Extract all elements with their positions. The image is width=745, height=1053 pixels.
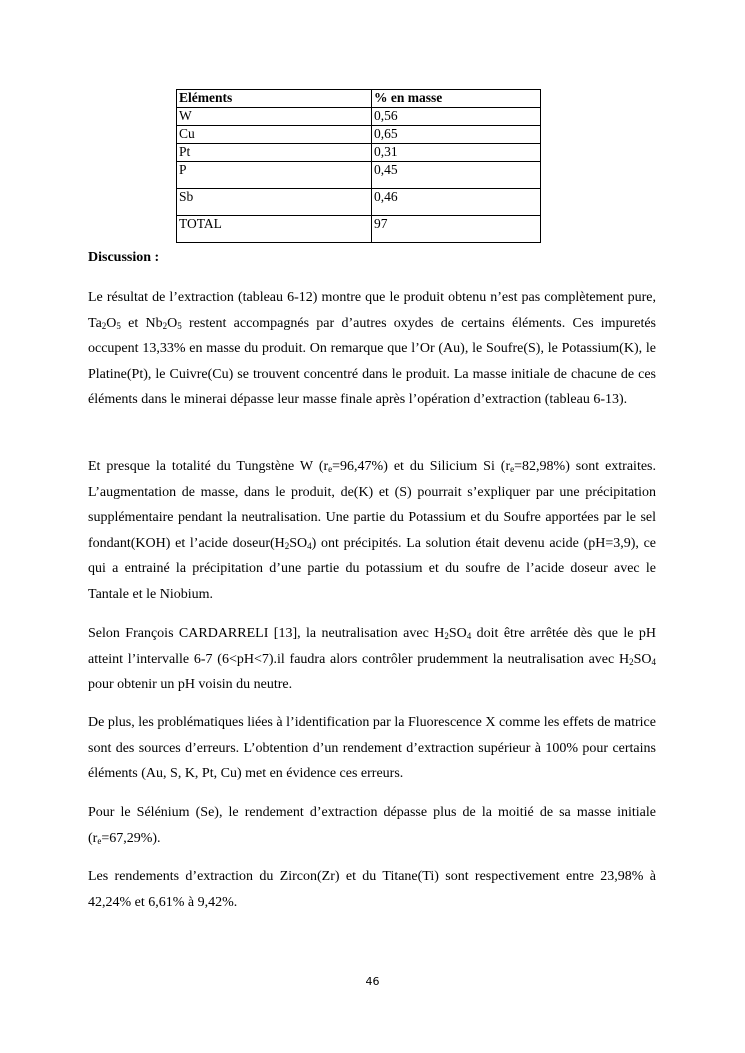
subscript: e (97, 835, 102, 846)
total-label-cell: TOTAL (177, 216, 372, 243)
text-run: doit être arrêtée dès que le pH atteint l’intervalle 6-7 (6<pH<7).il faudra alors contrôler prudemment la neutralisation avec H (88, 626, 657, 667)
paragraph-4 (88, 710, 656, 787)
subscript: 5 (116, 320, 121, 331)
paragraph-2 (88, 454, 656, 608)
subscript: 4 (466, 631, 472, 641)
mass-cell: 0,45 (372, 162, 541, 189)
paragraph-6 (88, 864, 656, 915)
subscript: 5 (177, 320, 182, 331)
subscript: e (328, 464, 333, 474)
column-header-elements: Eléments (177, 90, 372, 108)
text-run: =67,29%). (101, 830, 161, 846)
mass-cell: 0,46 (372, 189, 541, 216)
text-run: =82,98%) sont extraites. L’augmentation de masse, dans le produit, de(K) et (S) pourrait s’expliquer par une précipitation supplémentaire pendant la neutralisation. Une partie du Potassium et du Soufre apportées par le sel fondant(KOH) et l’acide doseur(H (88, 459, 656, 551)
paragraph-3 (88, 621, 656, 698)
paragraph-6-text: Les rendements d’extraction du Zircon(Zr) et du Titane(Ti) sont respectivement entre 23,98% à 42,24% et 6,61% à 9,42%. (88, 869, 656, 910)
table-row (177, 108, 541, 126)
total-value-cell: 97 (372, 216, 541, 243)
text-run: pour obtenir un pH voisin du neutre. (88, 677, 293, 693)
table-header-row (177, 90, 541, 108)
text-run: SO (289, 535, 308, 551)
text-run: restent accompagnés par d’autres oxydes de certains éléments. Ces impuretés occupent 13,33% en masse du produit. On remarque que l’Or (Au), le Soufre(S), le Potassium(K), le Platine(Pt), le Cuivre(Cu) se trouvent concentré dans le produit. La masse initiale de chacune de ces éléments dans le minerai dépasse leur masse finale après l’opération d’extraction (tableau 6-13). (88, 315, 656, 408)
page-number: 46 (365, 975, 380, 988)
paragraph-5 (88, 800, 656, 851)
text-run: SO (448, 626, 467, 641)
mass-cell: 0,65 (372, 126, 541, 144)
text-run: ) ont précipités. La solution était devenu acide (pH=3,9), ce qui a entrainé la précipitation d’une partie du potassium et du soufre de l’acide doseur avec le Tantale et le Niobium. (88, 535, 656, 602)
column-header-mass-percent: % en masse (372, 90, 541, 108)
text-run: Le résultat de l’extraction (tableau 6-12) montre que le produit obtenu n’est pas complètement pure, Ta (88, 290, 656, 331)
text-run: SO (633, 651, 652, 667)
subscript: 2 (162, 320, 168, 331)
text-run: =96,47%) et du Silicium Si (r (332, 459, 511, 474)
element-cell: Pt (177, 144, 372, 162)
table-row (177, 144, 541, 162)
text-run: O (167, 315, 178, 331)
table-row (177, 126, 541, 144)
text-run: Et presque la totalité du Tungstène W (r (88, 459, 329, 474)
text-run: O (106, 315, 117, 331)
table-row-total (177, 216, 541, 243)
mass-cell: 0,56 (372, 108, 541, 126)
text-run: Pour le Sélénium (Se), le rendement d’extraction dépasse plus de la moitié de sa masse initiale (r (88, 805, 656, 846)
subscript: 4 (651, 656, 656, 667)
mass-cell: 0,31 (372, 144, 541, 162)
subscript: 2 (101, 320, 107, 331)
subscript: 4 (307, 540, 312, 551)
text-run: Selon François CARDARRELI [13], la neutralisation avec H (88, 626, 445, 641)
subscript: 2 (444, 631, 449, 641)
table-row (177, 162, 541, 189)
composition-table (176, 89, 541, 243)
text-run: et Nb (120, 315, 163, 331)
subscript: 2 (284, 540, 290, 551)
element-cell: Cu (177, 126, 372, 144)
paragraph-1 (88, 285, 656, 413)
subscript: 2 (629, 656, 634, 667)
element-cell: W (177, 108, 372, 126)
element-cell: P (177, 162, 372, 189)
subscript: e (510, 464, 515, 474)
paragraph-4-text: De plus, les problématiques liées à l’identification par la Fluorescence X comme les effets de matrice sont des sources d’erreurs. L’obtention d’un rendement d’extraction supérieur à 100% pour certains éléments (Au, S, K, Pt, Cu) met en évidence ces erreurs. (88, 715, 656, 782)
table-row (177, 189, 541, 216)
element-cell: Sb (177, 189, 372, 216)
discussion-heading: Discussion : (88, 250, 160, 265)
